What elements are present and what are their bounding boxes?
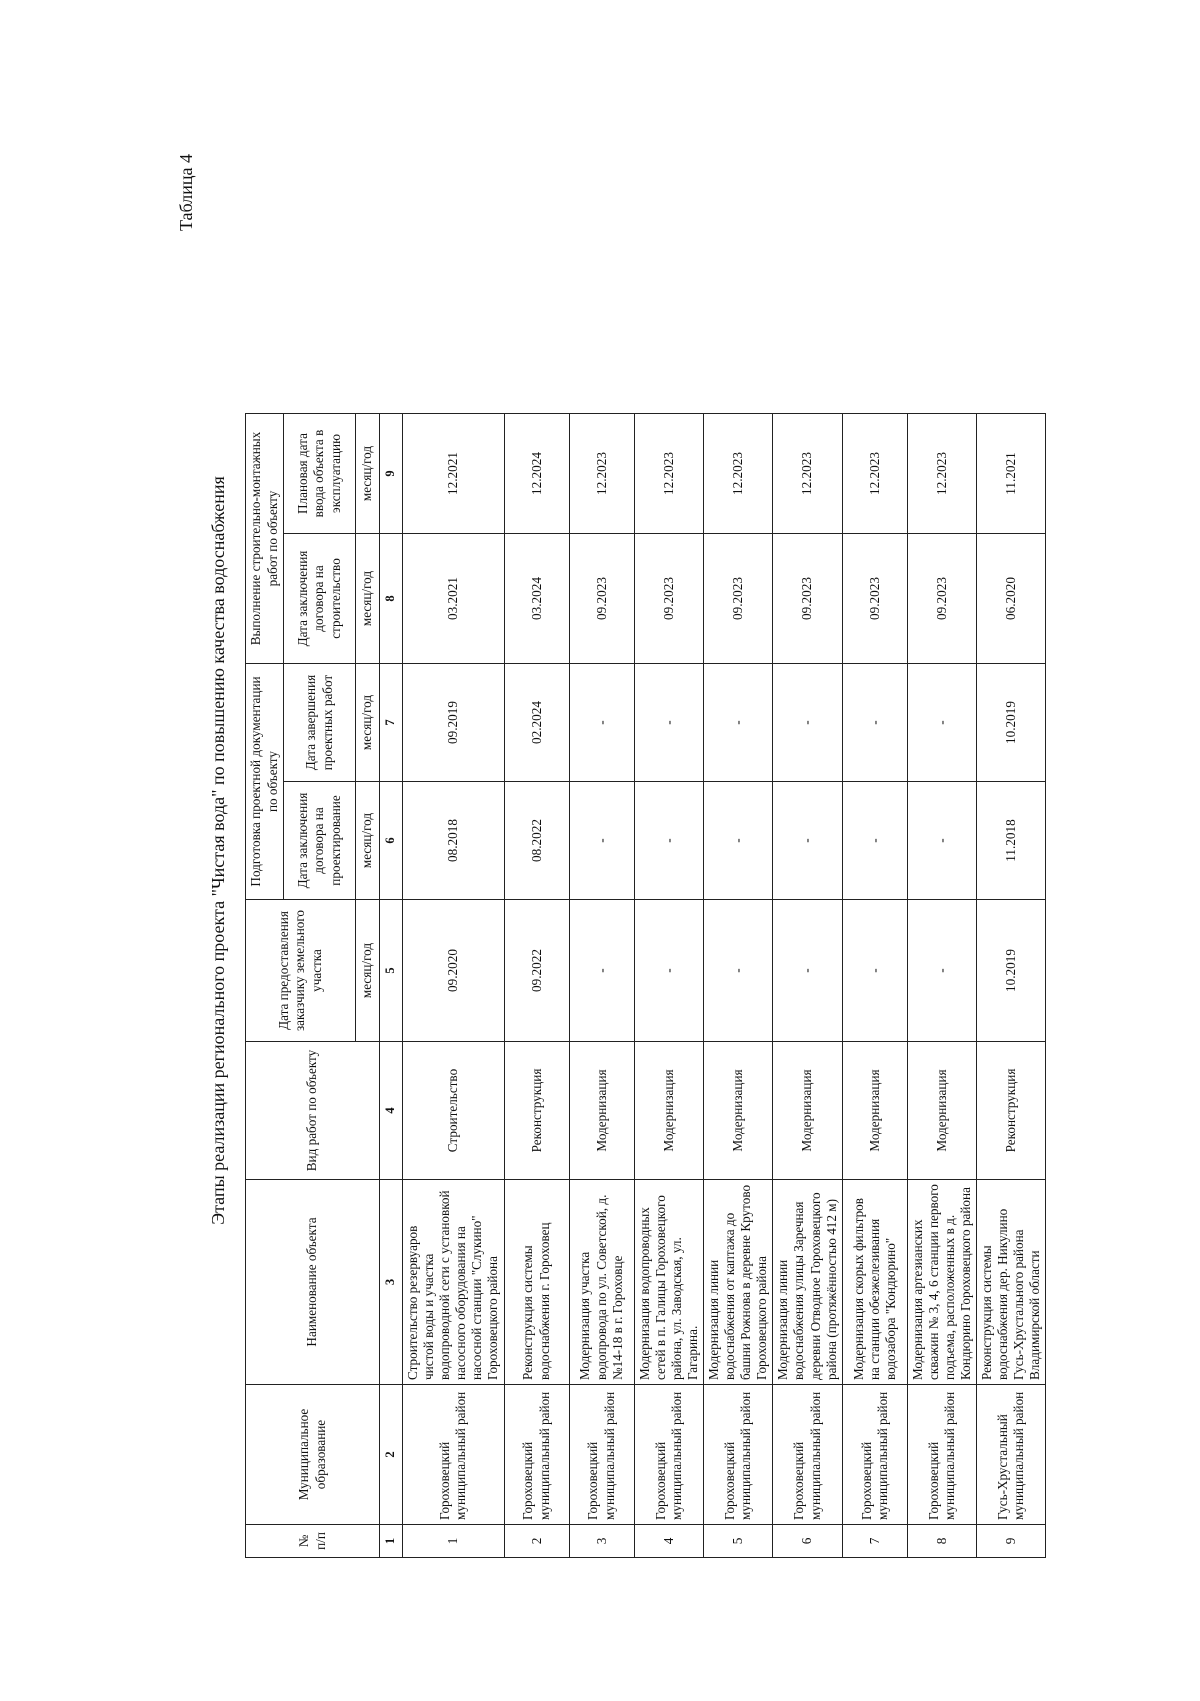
column-number: 7 (380, 664, 403, 782)
work-type-cell: Реконструкция (977, 1042, 1046, 1180)
stages-table (245, 413, 1046, 1558)
table-row (977, 414, 1046, 1558)
construction-contract-cell: 09.2023 (842, 534, 907, 664)
table-row (842, 414, 907, 1558)
commission-date-cell: 12.2023 (842, 414, 907, 534)
table-row (703, 414, 772, 1558)
municipality-cell: Гороховецкий муниципальный район (773, 1385, 842, 1525)
header-commission-date: Плановая дата ввода объекта в эксплуатацию (284, 414, 356, 534)
row-number: 3 (569, 1525, 634, 1558)
row-number: 9 (977, 1525, 1046, 1558)
header-object-name: Наименование объекта (246, 1180, 380, 1385)
header-design-group: Подготовка проектной документации по объекту (246, 664, 284, 900)
unit-label: месяц/год (356, 900, 380, 1042)
construction-contract-cell: 09.2023 (773, 534, 842, 664)
commission-date-cell: 12.2023 (907, 414, 976, 534)
object-name-cell: Модернизация скорых фильтров на станции обезжелезивания водозабора "Кондюрино" (842, 1180, 907, 1385)
unit-label: месяц/год (356, 664, 380, 782)
column-number: 5 (380, 900, 403, 1042)
column-number-row (380, 414, 403, 1558)
design-end-cell: 09.2019 (403, 664, 505, 782)
land-date-cell: - (703, 900, 772, 1042)
object-name-cell: Реконструкция системы водоснабжения г. Гороховец (504, 1180, 569, 1385)
header-design-end: Дата завершения проектных работ (284, 664, 356, 782)
unit-label: месяц/год (356, 414, 380, 534)
row-number: 8 (907, 1525, 976, 1558)
table-row (773, 414, 842, 1558)
object-name-cell: Модернизация линии водоснабжения от каптажа до башни Рожнова в деревне Крутово Гороховецкого района (703, 1180, 772, 1385)
table-row (403, 414, 505, 1558)
row-number: 5 (703, 1525, 772, 1558)
document-title: Этапы реализации регионального проекта "Чистая вода" по повышению качества водоснабжения (208, 476, 228, 1225)
commission-date-cell: 12.2023 (569, 414, 634, 534)
commission-date-cell: 12.2023 (773, 414, 842, 534)
design-end-cell: - (842, 664, 907, 782)
municipality-cell: Гороховецкий муниципальный район (703, 1385, 772, 1525)
row-number: 1 (403, 1525, 505, 1558)
design-contract-cell: - (842, 782, 907, 900)
land-date-cell: - (569, 900, 634, 1042)
unit-label: месяц/год (356, 782, 380, 900)
design-contract-cell: - (773, 782, 842, 900)
municipality-cell: Гороховецкий муниципальный район (634, 1385, 703, 1525)
municipality-cell: Гусь-Хрустальный муниципальный район (977, 1385, 1046, 1525)
design-end-cell: 10.2019 (977, 664, 1046, 782)
design-end-cell: 02.2024 (504, 664, 569, 782)
header-num: № п/п (246, 1525, 380, 1558)
object-name-cell: Реконструкция системы водоснабжения дер. Никулино Гусь-Хрустального района Владимирской области (977, 1180, 1046, 1385)
header-work-type: Вид работ по объекту (246, 1042, 380, 1180)
land-date-cell: - (634, 900, 703, 1042)
land-date-cell: - (907, 900, 976, 1042)
design-contract-cell: - (569, 782, 634, 900)
design-end-cell: - (569, 664, 634, 782)
object-name-cell: Строительство резервуаров чистой воды и участка водопроводной сети с установкой насосного оборудования на насосной станции "Слукино" Гороховецкого района (403, 1180, 505, 1385)
construction-contract-cell: 09.2023 (634, 534, 703, 664)
object-name-cell: Модернизация артезианских скважин № 3, 4, 6 станции первого подъема, расположенных в д. Кондюрино Гороховецкого района (907, 1180, 976, 1385)
header-land-date: Дата предоставления заказчику земельного участка (246, 900, 356, 1042)
table-row (634, 414, 703, 1558)
object-name-cell: Модернизация водопроводных сетей в п. Галицы Гороховецкого района, ул. Заводская, ул. Гагарина. (634, 1180, 703, 1385)
commission-date-cell: 12.2024 (504, 414, 569, 534)
table-row (504, 414, 569, 1558)
commission-date-cell: 12.2023 (634, 414, 703, 534)
commission-date-cell: 11.2021 (977, 414, 1046, 534)
construction-contract-cell: 03.2021 (403, 534, 505, 664)
land-date-cell: - (773, 900, 842, 1042)
row-number: 2 (504, 1525, 569, 1558)
construction-contract-cell: 09.2023 (907, 534, 976, 664)
table-number: Таблица 4 (176, 154, 196, 231)
design-end-cell: - (907, 664, 976, 782)
design-contract-cell: 08.2018 (403, 782, 505, 900)
design-contract-cell: - (703, 782, 772, 900)
object-name-cell: Модернизация участка водопровода по ул. Советской, д. №14-18 в г. Гороховце (569, 1180, 634, 1385)
column-number: 3 (380, 1180, 403, 1385)
work-type-cell: Модернизация (703, 1042, 772, 1180)
unit-label: месяц/год (356, 534, 380, 664)
row-number: 6 (773, 1525, 842, 1558)
header-municipality: Муниципальное образование (246, 1385, 380, 1525)
construction-contract-cell: 06.2020 (977, 534, 1046, 664)
municipality-cell: Гороховецкий муниципальный район (504, 1385, 569, 1525)
design-contract-cell: - (907, 782, 976, 900)
column-number: 9 (380, 414, 403, 534)
header-construction-contract: Дата заключения договора на строительство (284, 534, 356, 664)
design-contract-cell: 08.2022 (504, 782, 569, 900)
work-type-cell: Модернизация (773, 1042, 842, 1180)
construction-contract-cell: 09.2023 (703, 534, 772, 664)
work-type-cell: Реконструкция (504, 1042, 569, 1180)
design-end-cell: - (703, 664, 772, 782)
table-row (907, 414, 976, 1558)
work-type-cell: Модернизация (634, 1042, 703, 1180)
work-type-cell: Модернизация (907, 1042, 976, 1180)
work-type-cell: Модернизация (842, 1042, 907, 1180)
land-date-cell: 09.2020 (403, 900, 505, 1042)
land-date-cell: 09.2022 (504, 900, 569, 1042)
column-number: 4 (380, 1042, 403, 1180)
land-date-cell: 10.2019 (977, 900, 1046, 1042)
municipality-cell: Гороховецкий муниципальный район (842, 1385, 907, 1525)
header-construction-group: Выполнение строительно-монтажных работ по объекту (246, 414, 284, 664)
land-date-cell: - (842, 900, 907, 1042)
table-row (569, 414, 634, 1558)
municipality-cell: Гороховецкий муниципальный район (403, 1385, 505, 1525)
header-design-contract: Дата заключения договора на проектирование (284, 782, 356, 900)
row-number: 4 (634, 1525, 703, 1558)
commission-date-cell: 12.2023 (703, 414, 772, 534)
column-number: 6 (380, 782, 403, 900)
work-type-cell: Модернизация (569, 1042, 634, 1180)
construction-contract-cell: 03.2024 (504, 534, 569, 664)
column-number: 2 (380, 1385, 403, 1525)
municipality-cell: Гороховецкий муниципальный район (907, 1385, 976, 1525)
design-contract-cell: 11.2018 (977, 782, 1046, 900)
municipality-cell: Гороховецкий муниципальный район (569, 1385, 634, 1525)
design-end-cell: - (634, 664, 703, 782)
commission-date-cell: 12.2021 (403, 414, 505, 534)
column-number: 8 (380, 534, 403, 664)
row-number: 7 (842, 1525, 907, 1558)
column-number: 1 (380, 1525, 403, 1558)
design-end-cell: - (773, 664, 842, 782)
construction-contract-cell: 09.2023 (569, 534, 634, 664)
object-name-cell: Модернизация линии водоснабжения улицы Заречная деревни Отводное Гороховецкого района (протяжённостью 412 м) (773, 1180, 842, 1385)
design-contract-cell: - (634, 782, 703, 900)
work-type-cell: Строительство (403, 1042, 505, 1180)
